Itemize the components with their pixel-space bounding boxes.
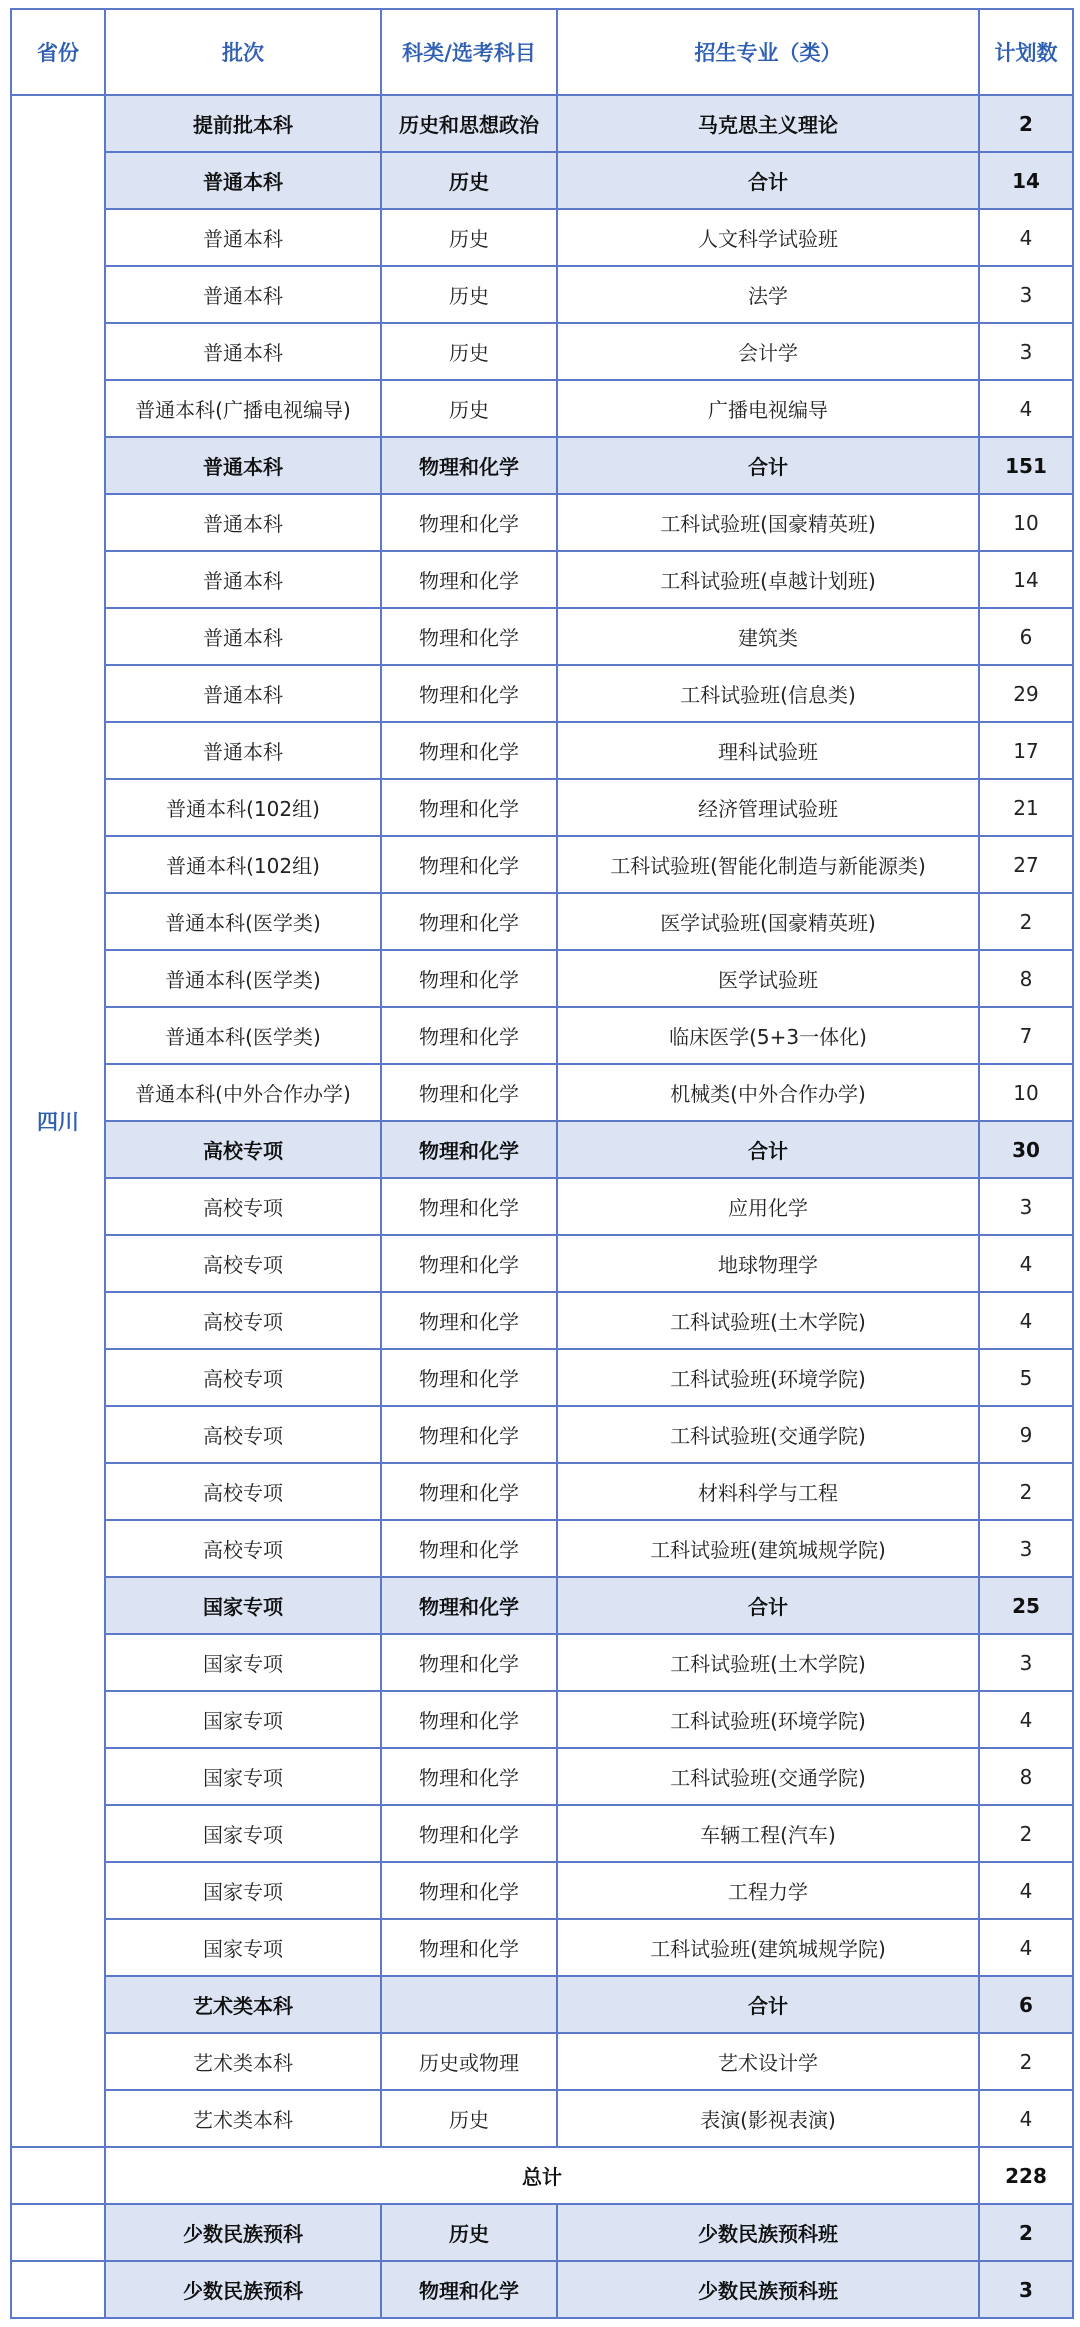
major-cell: 工科试验班(卓越计划班) bbox=[557, 551, 979, 608]
major-cell: 医学试验班 bbox=[557, 950, 979, 1007]
count-cell: 4 bbox=[979, 2090, 1073, 2147]
minority-subject-cell: 物理和化学 bbox=[381, 2261, 557, 2318]
batch-cell: 高校专项 bbox=[105, 1292, 381, 1349]
major-cell: 工科试验班(智能化制造与新能源类) bbox=[557, 836, 979, 893]
count-cell: 10 bbox=[979, 1064, 1073, 1121]
batch-cell: 高校专项 bbox=[105, 1235, 381, 1292]
count-cell: 3 bbox=[979, 1520, 1073, 1577]
batch-cell: 国家专项 bbox=[105, 1805, 381, 1862]
batch-cell: 普通本科(医学类) bbox=[105, 950, 381, 1007]
count-cell: 2 bbox=[979, 893, 1073, 950]
major-cell: 工科试验班(建筑城规学院) bbox=[557, 1919, 979, 1976]
subject-cell: 物理和化学 bbox=[381, 836, 557, 893]
table-row-summary bbox=[11, 1577, 1073, 1634]
table-row bbox=[11, 1064, 1073, 1121]
subject-cell: 历史 bbox=[381, 266, 557, 323]
total-count-cell: 228 bbox=[979, 2147, 1073, 2204]
enrollment-plan-table bbox=[10, 8, 1074, 2319]
subject-cell: 物理和化学 bbox=[381, 608, 557, 665]
batch-cell: 国家专项 bbox=[105, 1634, 381, 1691]
subject-cell: 物理和化学 bbox=[381, 551, 557, 608]
table-row bbox=[11, 323, 1073, 380]
batch-cell: 普通本科 bbox=[105, 323, 381, 380]
table-row bbox=[11, 779, 1073, 836]
subject-cell: 历史 bbox=[381, 209, 557, 266]
table-row bbox=[11, 1349, 1073, 1406]
subject-cell: 物理和化学 bbox=[381, 665, 557, 722]
table-row bbox=[11, 1406, 1073, 1463]
major-cell: 工科试验班(国豪精英班) bbox=[557, 494, 979, 551]
table-row bbox=[11, 380, 1073, 437]
major-cell: 工科试验班(土木学院) bbox=[557, 1292, 979, 1349]
batch-cell: 艺术类本科 bbox=[105, 1976, 381, 2033]
table-row bbox=[11, 1235, 1073, 1292]
count-cell: 25 bbox=[979, 1577, 1073, 1634]
minority-batch-cell: 少数民族预科 bbox=[105, 2204, 381, 2261]
table-row bbox=[11, 665, 1073, 722]
batch-cell: 高校专项 bbox=[105, 1349, 381, 1406]
major-cell: 法学 bbox=[557, 266, 979, 323]
count-cell: 10 bbox=[979, 494, 1073, 551]
count-cell: 5 bbox=[979, 1349, 1073, 1406]
count-cell: 3 bbox=[979, 1634, 1073, 1691]
subject-cell: 物理和化学 bbox=[381, 722, 557, 779]
table-row bbox=[11, 836, 1073, 893]
count-cell: 8 bbox=[979, 950, 1073, 1007]
batch-cell: 普通本科(医学类) bbox=[105, 1007, 381, 1064]
table-row-total bbox=[11, 2147, 1073, 2204]
subject-cell: 物理和化学 bbox=[381, 893, 557, 950]
table-row-minority bbox=[11, 2204, 1073, 2261]
table-row-minority bbox=[11, 2261, 1073, 2318]
subject-cell: 物理和化学 bbox=[381, 1235, 557, 1292]
count-cell: 30 bbox=[979, 1121, 1073, 1178]
minority-empty-cell bbox=[11, 2261, 105, 2318]
subject-cell: 物理和化学 bbox=[381, 950, 557, 1007]
major-cell: 地球物理学 bbox=[557, 1235, 979, 1292]
table-row bbox=[11, 1862, 1073, 1919]
count-cell: 9 bbox=[979, 1406, 1073, 1463]
major-cell: 会计学 bbox=[557, 323, 979, 380]
major-cell: 工程力学 bbox=[557, 1862, 979, 1919]
major-cell: 合计 bbox=[557, 152, 979, 209]
major-cell: 人文科学试验班 bbox=[557, 209, 979, 266]
table-row bbox=[11, 551, 1073, 608]
major-cell: 工科试验班(交通学院) bbox=[557, 1748, 979, 1805]
batch-cell: 国家专项 bbox=[105, 1577, 381, 1634]
subject-cell: 物理和化学 bbox=[381, 1349, 557, 1406]
major-cell: 临床医学(5+3一体化) bbox=[557, 1007, 979, 1064]
table-row-summary bbox=[11, 437, 1073, 494]
count-cell: 4 bbox=[979, 1691, 1073, 1748]
province-cell: 四川 bbox=[11, 95, 105, 2147]
batch-cell: 普通本科(102组) bbox=[105, 779, 381, 836]
header-count: 计划数 bbox=[979, 9, 1073, 95]
subject-cell: 物理和化学 bbox=[381, 1748, 557, 1805]
minority-count-cell: 2 bbox=[979, 2204, 1073, 2261]
count-cell: 4 bbox=[979, 209, 1073, 266]
table-row-summary bbox=[11, 1976, 1073, 2033]
enrollment-plan-table-wrapper bbox=[10, 8, 1072, 2319]
header-batch: 批次 bbox=[105, 9, 381, 95]
batch-cell: 普通本科 bbox=[105, 437, 381, 494]
major-cell: 广播电视编导 bbox=[557, 380, 979, 437]
major-cell: 艺术设计学 bbox=[557, 2033, 979, 2090]
subject-cell: 物理和化学 bbox=[381, 1919, 557, 1976]
table-row bbox=[11, 1919, 1073, 1976]
total-empty-cell bbox=[11, 2147, 105, 2204]
count-cell: 6 bbox=[979, 608, 1073, 665]
subject-cell: 物理和化学 bbox=[381, 1862, 557, 1919]
subject-cell: 历史或物理 bbox=[381, 2033, 557, 2090]
batch-cell: 普通本科 bbox=[105, 608, 381, 665]
count-cell: 17 bbox=[979, 722, 1073, 779]
table-body bbox=[11, 95, 1073, 2318]
major-cell: 工科试验班(环境学院) bbox=[557, 1349, 979, 1406]
subject-cell: 物理和化学 bbox=[381, 1520, 557, 1577]
table-row bbox=[11, 1463, 1073, 1520]
batch-cell: 艺术类本科 bbox=[105, 2033, 381, 2090]
table-row bbox=[11, 950, 1073, 1007]
major-cell: 工科试验班(信息类) bbox=[557, 665, 979, 722]
table-row bbox=[11, 893, 1073, 950]
minority-batch-cell: 少数民族预科 bbox=[105, 2261, 381, 2318]
batch-cell: 普通本科 bbox=[105, 494, 381, 551]
table-row bbox=[11, 2033, 1073, 2090]
batch-cell: 高校专项 bbox=[105, 1121, 381, 1178]
count-cell: 8 bbox=[979, 1748, 1073, 1805]
count-cell: 6 bbox=[979, 1976, 1073, 2033]
table-row-summary bbox=[11, 1121, 1073, 1178]
subject-cell: 历史 bbox=[381, 323, 557, 380]
batch-cell: 高校专项 bbox=[105, 1463, 381, 1520]
subject-cell: 物理和化学 bbox=[381, 1064, 557, 1121]
table-row bbox=[11, 1634, 1073, 1691]
major-cell: 理科试验班 bbox=[557, 722, 979, 779]
header-subject: 科类/选考科目 bbox=[381, 9, 557, 95]
major-cell: 工科试验班(交通学院) bbox=[557, 1406, 979, 1463]
table-row bbox=[11, 1178, 1073, 1235]
count-cell: 2 bbox=[979, 95, 1073, 152]
subject-cell: 物理和化学 bbox=[381, 1463, 557, 1520]
major-cell: 马克思主义理论 bbox=[557, 95, 979, 152]
batch-cell: 艺术类本科 bbox=[105, 2090, 381, 2147]
count-cell: 27 bbox=[979, 836, 1073, 893]
batch-cell: 高校专项 bbox=[105, 1520, 381, 1577]
subject-cell: 历史 bbox=[381, 380, 557, 437]
count-cell: 3 bbox=[979, 1178, 1073, 1235]
count-cell: 151 bbox=[979, 437, 1073, 494]
table-row bbox=[11, 1748, 1073, 1805]
major-cell: 合计 bbox=[557, 1121, 979, 1178]
major-cell: 合计 bbox=[557, 1577, 979, 1634]
batch-cell: 普通本科 bbox=[105, 152, 381, 209]
count-cell: 29 bbox=[979, 665, 1073, 722]
count-cell: 4 bbox=[979, 1235, 1073, 1292]
batch-cell: 普通本科 bbox=[105, 665, 381, 722]
count-cell: 3 bbox=[979, 323, 1073, 380]
major-cell: 工科试验班(建筑城规学院) bbox=[557, 1520, 979, 1577]
minority-count-cell: 3 bbox=[979, 2261, 1073, 2318]
table-row bbox=[11, 1805, 1073, 1862]
batch-cell: 普通本科(中外合作办学) bbox=[105, 1064, 381, 1121]
minority-empty-cell bbox=[11, 2204, 105, 2261]
table-row bbox=[11, 1292, 1073, 1349]
subject-cell: 物理和化学 bbox=[381, 1406, 557, 1463]
table-row bbox=[11, 722, 1073, 779]
batch-cell: 普通本科(102组) bbox=[105, 836, 381, 893]
subject-cell: 历史 bbox=[381, 152, 557, 209]
count-cell: 7 bbox=[979, 1007, 1073, 1064]
major-cell: 经济管理试验班 bbox=[557, 779, 979, 836]
table-row bbox=[11, 608, 1073, 665]
count-cell: 2 bbox=[979, 1463, 1073, 1520]
count-cell: 21 bbox=[979, 779, 1073, 836]
batch-cell: 提前批本科 bbox=[105, 95, 381, 152]
subject-cell: 历史和思想政治 bbox=[381, 95, 557, 152]
major-cell: 合计 bbox=[557, 437, 979, 494]
subject-cell: 物理和化学 bbox=[381, 1292, 557, 1349]
count-cell: 2 bbox=[979, 2033, 1073, 2090]
minority-major-cell: 少数民族预科班 bbox=[557, 2204, 979, 2261]
major-cell: 工科试验班(土木学院) bbox=[557, 1634, 979, 1691]
table-row bbox=[11, 494, 1073, 551]
header-province: 省份 bbox=[11, 9, 105, 95]
table-row bbox=[11, 1007, 1073, 1064]
batch-cell: 普通本科(广播电视编导) bbox=[105, 380, 381, 437]
major-cell: 车辆工程(汽车) bbox=[557, 1805, 979, 1862]
subject-cell: 物理和化学 bbox=[381, 1634, 557, 1691]
table-row-summary bbox=[11, 152, 1073, 209]
subject-cell: 物理和化学 bbox=[381, 1577, 557, 1634]
subject-cell: 物理和化学 bbox=[381, 437, 557, 494]
batch-cell: 普通本科 bbox=[105, 266, 381, 323]
batch-cell: 普通本科 bbox=[105, 209, 381, 266]
subject-cell: 物理和化学 bbox=[381, 1691, 557, 1748]
subject-cell: 物理和化学 bbox=[381, 1007, 557, 1064]
header-major: 招生专业（类） bbox=[557, 9, 979, 95]
subject-cell: 物理和化学 bbox=[381, 494, 557, 551]
batch-cell: 国家专项 bbox=[105, 1691, 381, 1748]
subject-cell: 物理和化学 bbox=[381, 1805, 557, 1862]
count-cell: 4 bbox=[979, 1919, 1073, 1976]
table-row bbox=[11, 2090, 1073, 2147]
subject-cell bbox=[381, 1976, 557, 2033]
major-cell: 建筑类 bbox=[557, 608, 979, 665]
batch-cell: 高校专项 bbox=[105, 1178, 381, 1235]
table-row bbox=[11, 209, 1073, 266]
minority-major-cell: 少数民族预科班 bbox=[557, 2261, 979, 2318]
batch-cell: 国家专项 bbox=[105, 1748, 381, 1805]
batch-cell: 普通本科 bbox=[105, 551, 381, 608]
major-cell: 工科试验班(环境学院) bbox=[557, 1691, 979, 1748]
count-cell: 14 bbox=[979, 152, 1073, 209]
subject-cell: 历史 bbox=[381, 2090, 557, 2147]
batch-cell: 普通本科 bbox=[105, 722, 381, 779]
batch-cell: 国家专项 bbox=[105, 1862, 381, 1919]
subject-cell: 物理和化学 bbox=[381, 1178, 557, 1235]
minority-subject-cell: 历史 bbox=[381, 2204, 557, 2261]
subject-cell: 物理和化学 bbox=[381, 1121, 557, 1178]
count-cell: 3 bbox=[979, 266, 1073, 323]
major-cell: 应用化学 bbox=[557, 1178, 979, 1235]
table-row bbox=[11, 1520, 1073, 1577]
count-cell: 14 bbox=[979, 551, 1073, 608]
table-row bbox=[11, 1691, 1073, 1748]
major-cell: 机械类(中外合作办学) bbox=[557, 1064, 979, 1121]
major-cell: 合计 bbox=[557, 1976, 979, 2033]
total-label-cell: 总计 bbox=[105, 2147, 979, 2204]
count-cell: 2 bbox=[979, 1805, 1073, 1862]
count-cell: 4 bbox=[979, 380, 1073, 437]
table-row bbox=[11, 266, 1073, 323]
major-cell: 材料科学与工程 bbox=[557, 1463, 979, 1520]
count-cell: 4 bbox=[979, 1862, 1073, 1919]
table-header-row bbox=[11, 9, 1073, 95]
table-row-summary bbox=[11, 95, 1073, 152]
major-cell: 表演(影视表演) bbox=[557, 2090, 979, 2147]
major-cell: 医学试验班(国豪精英班) bbox=[557, 893, 979, 950]
batch-cell: 国家专项 bbox=[105, 1919, 381, 1976]
subject-cell: 物理和化学 bbox=[381, 779, 557, 836]
batch-cell: 高校专项 bbox=[105, 1406, 381, 1463]
count-cell: 4 bbox=[979, 1292, 1073, 1349]
batch-cell: 普通本科(医学类) bbox=[105, 893, 381, 950]
